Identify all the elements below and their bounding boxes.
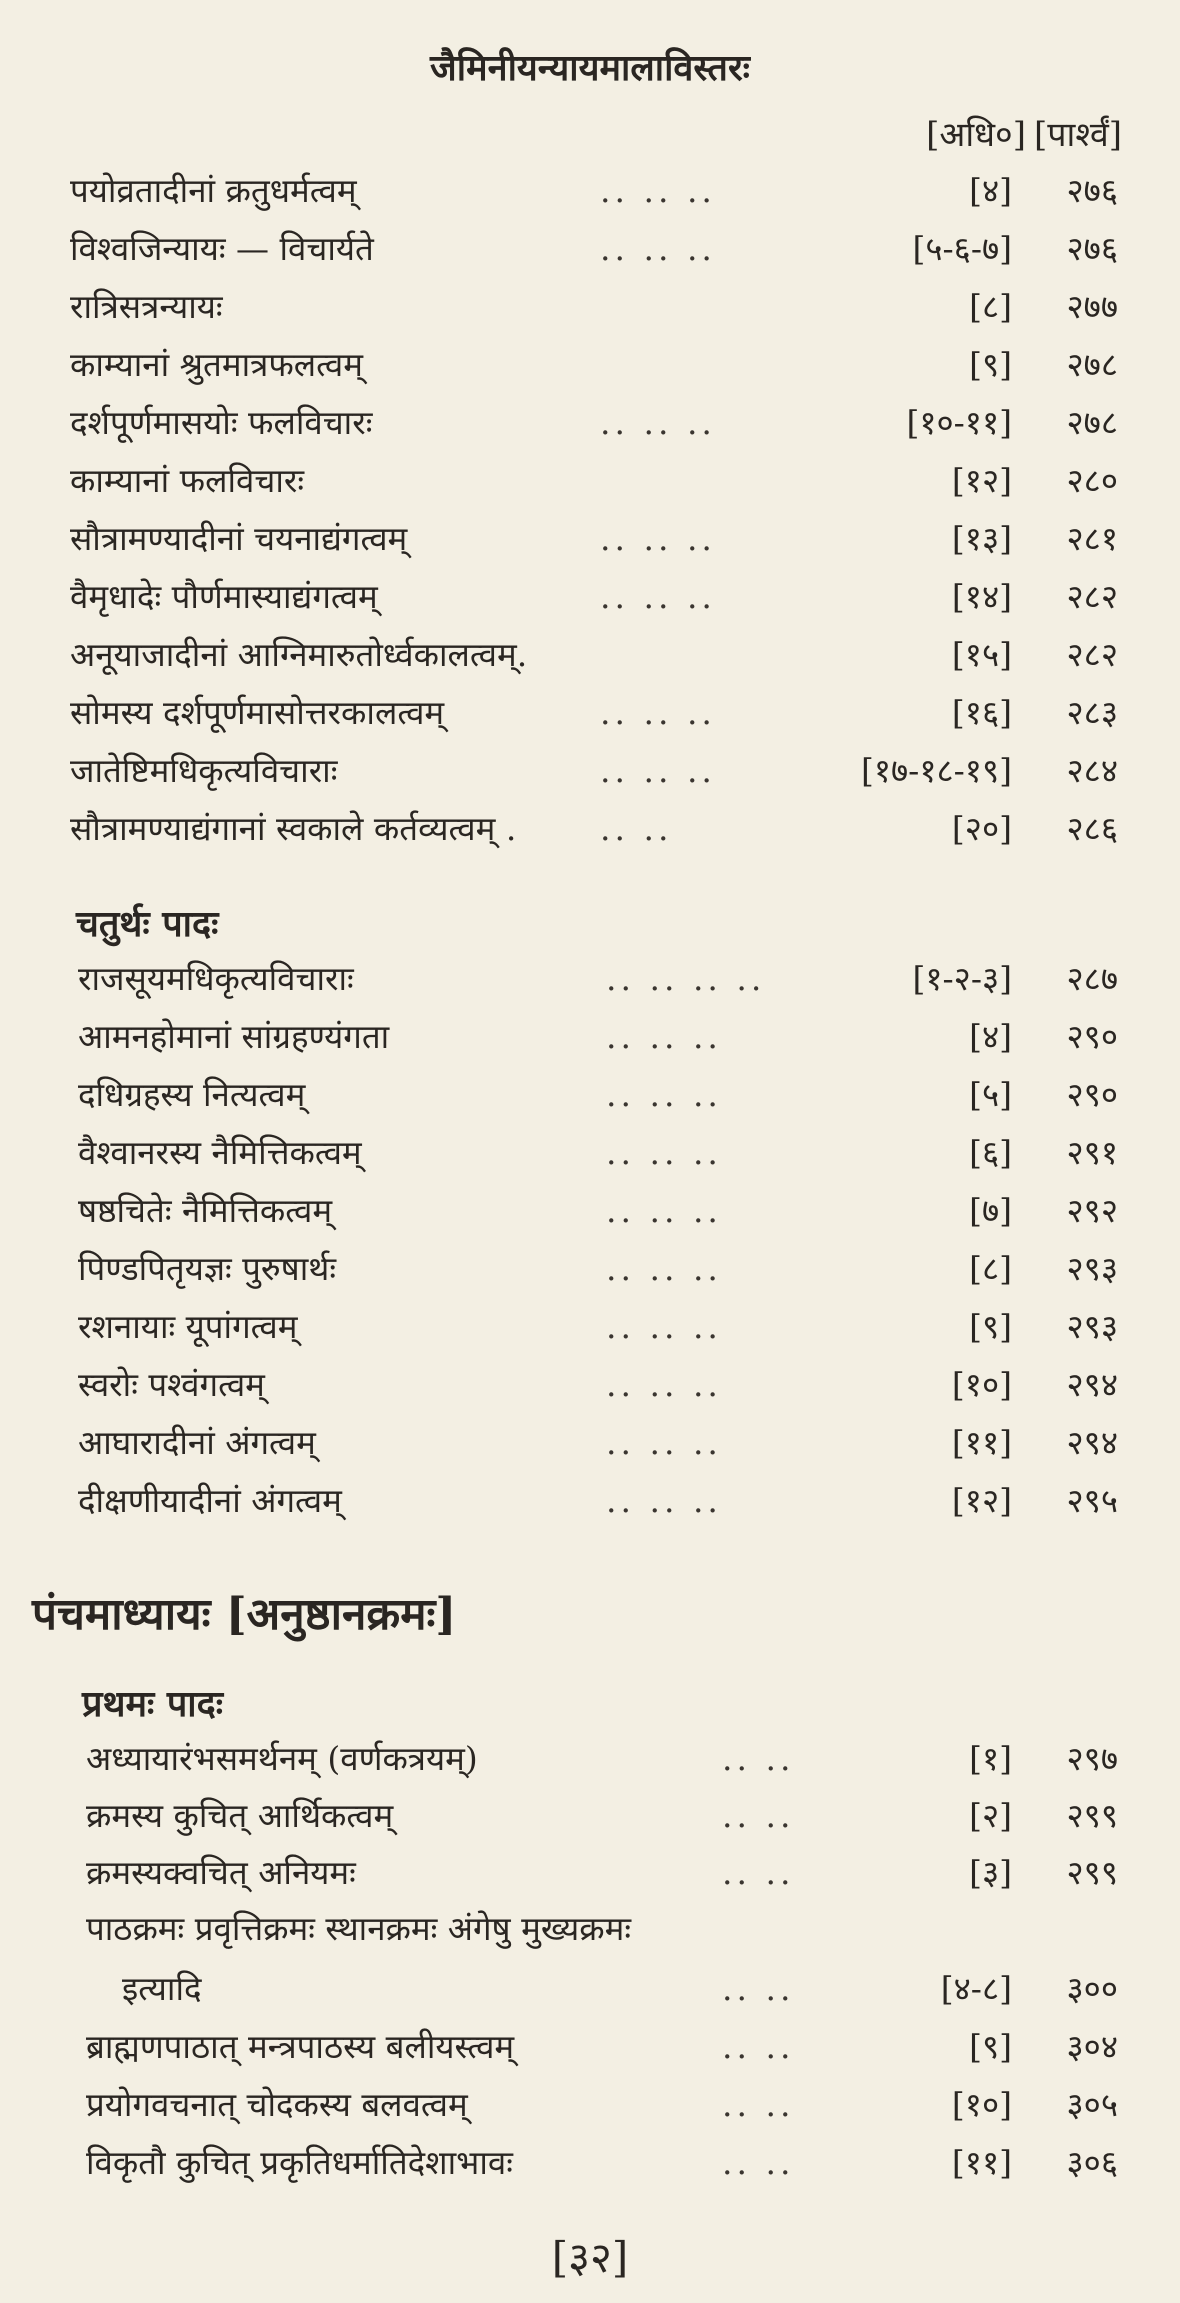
entry-title: विश्वजिन्यायः — विचार्यते: [70, 229, 374, 268]
toc-entry: [0, 1478, 1180, 1524]
entry-page: २९७: [1066, 1739, 1118, 1778]
column-headers: [926, 110, 1122, 156]
entry-adhikarana: [१]: [969, 1739, 1012, 1778]
entry-adhikarana: [१४]: [951, 577, 1012, 616]
leader-dots: .. .. .. ..: [606, 959, 766, 998]
entry-title: पिण्डपितृयज्ञः पुरुषार्थः: [78, 1249, 337, 1288]
entry-adhikarana: [११]: [951, 1423, 1012, 1462]
entry-page: २९०: [1066, 1017, 1118, 1056]
toc-entry: [0, 1304, 1180, 1350]
toc-entry: [0, 1072, 1180, 1118]
toc-entry: [0, 1736, 1180, 1782]
toc-entry: [0, 400, 1180, 446]
entry-title: काम्यानां श्रुतमात्रफलत्वम्: [70, 345, 363, 384]
leader-dots: .. .. ..: [600, 577, 716, 616]
entry-adhikarana: [१०-११]: [906, 403, 1012, 442]
leader-dots: .. ..: [600, 809, 673, 848]
entry-adhikarana: [९]: [969, 345, 1012, 384]
entry-page: २७८: [1066, 403, 1118, 442]
leader-dots: .. ..: [722, 1969, 795, 2008]
entry-page: २८१: [1066, 519, 1118, 558]
toc-entry: [0, 1188, 1180, 1234]
entry-title: स्वरोः पश्वंगत्वम्: [78, 1365, 265, 1404]
leader-dots: .. .. ..: [600, 171, 716, 210]
entry-title: राजसूयमधिकृत्यविचाराः: [78, 959, 354, 998]
page-number: [३२]: [551, 2233, 629, 2282]
entry-adhikarana: [८]: [969, 287, 1012, 326]
entry-title: दीक्षणीयादीनां अंगत्वम्: [78, 1481, 342, 1520]
entry-page: २८६: [1066, 809, 1118, 848]
entry-adhikarana: [७]: [969, 1191, 1012, 1230]
entry-adhikarana: [१५]: [951, 635, 1012, 674]
leader-dots: .. .. ..: [606, 1249, 722, 1288]
toc-entry: [0, 1014, 1180, 1060]
leader-dots: .. ..: [722, 1739, 795, 1778]
toc-entry: [0, 1362, 1180, 1408]
toc-entry: [0, 806, 1180, 852]
entry-adhikarana: [४-८]: [940, 1969, 1012, 2008]
toc-entry: [0, 690, 1180, 736]
entry-page: २७७: [1066, 287, 1118, 326]
leader-dots: .. .. ..: [600, 229, 716, 268]
entry-title: वैश्वानरस्य नैमित्तिकत्वम्: [78, 1133, 362, 1172]
toc-entry: [0, 1246, 1180, 1292]
entry-title-line1: पाठक्रमः प्रवृत्तिक्रमः स्थानक्रमः अंगेषु मुख्यक्रमः: [86, 1909, 632, 1948]
toc-entry: [0, 956, 1180, 1002]
entry-adhikarana: [५-६-७]: [912, 229, 1012, 268]
leader-dots: .. .. ..: [606, 1075, 722, 1114]
entry-title: जातेष्टिमधिकृत्यविचाराः: [70, 751, 338, 790]
leader-dots: .. .. ..: [606, 1481, 722, 1520]
entry-adhikarana: [४]: [969, 1017, 1012, 1056]
entry-adhikarana: [१७-१८-१९]: [860, 751, 1012, 790]
leader-dots: .. .. ..: [600, 403, 716, 442]
toc-entry-multiline: [0, 1906, 1180, 1952]
toc-entry: [0, 748, 1180, 794]
entry-adhikarana: [३]: [969, 1853, 1012, 1892]
entry-page: २८७: [1066, 959, 1118, 998]
entry-page: २९०: [1066, 1075, 1118, 1114]
entry-adhikarana: [१२]: [951, 461, 1012, 500]
toc-entry: [0, 458, 1180, 504]
entry-adhikarana: [१०]: [951, 2085, 1012, 2124]
toc-entry: [0, 284, 1180, 330]
entry-title: पयोव्रतादीनां क्रतुधर्मत्वम्: [70, 171, 357, 210]
entry-title: वैमृधादेः पौर्णमास्याद्यंगत्वम्: [70, 577, 378, 616]
entry-title: रात्रिसत्रन्यायः: [70, 287, 223, 326]
entry-title: सोमस्य दर्शपूर्णमासोत्तरकालत्वम्: [70, 693, 445, 732]
page-column-header: [पार्श्वं]: [1033, 115, 1122, 155]
entry-page: ३०५: [1066, 2085, 1118, 2124]
entry-adhikarana: [२०]: [951, 809, 1012, 848]
leader-dots: .. .. ..: [606, 1365, 722, 1404]
entry-page: ३०६: [1066, 2143, 1118, 2182]
leader-dots: .. ..: [722, 1853, 795, 1892]
toc-entry: [0, 574, 1180, 620]
toc-entry: [0, 1420, 1180, 1466]
entry-adhikarana: [५]: [969, 1075, 1012, 1114]
entry-page: २८०: [1066, 461, 1118, 500]
leader-dots: .. .. ..: [606, 1017, 722, 1056]
leader-dots: .. .. ..: [600, 751, 716, 790]
entry-title: दधिग्रहस्य नित्यत्वम्: [78, 1075, 306, 1114]
entry-page: २९४: [1066, 1423, 1118, 1462]
toc-entry: [0, 516, 1180, 562]
leader-dots: .. .. ..: [600, 693, 716, 732]
entry-page: २८४: [1066, 751, 1118, 790]
leader-dots: .. .. ..: [606, 1307, 722, 1346]
entry-title: अनूयाजादीनां आग्निमारुतोर्ध्वकालत्वम्.: [70, 635, 528, 674]
entry-page: २८२: [1066, 577, 1118, 616]
toc-entry: [0, 226, 1180, 272]
entry-page: २९९: [1066, 1796, 1118, 1835]
section-heading-prathama-pada: प्रथमः पादः: [82, 1683, 223, 1725]
entry-adhikarana: [२]: [969, 1796, 1012, 1835]
entry-title-line2: इत्यादि: [122, 1969, 202, 2008]
toc-entry: [0, 342, 1180, 388]
entry-title: सौत्रामण्यादीनां चयनाद्यंगत्वम्: [70, 519, 408, 558]
entry-title: विकृतौ कुचित् प्रकृतिधर्मातिदेशाभावः: [86, 2143, 513, 2182]
entry-adhikarana: [६]: [969, 1133, 1012, 1172]
chapter-heading: पंचमाध्यायः [अनुष्ठानक्रमः]: [32, 1589, 457, 1640]
toc-entry-multiline-cont: [0, 1966, 1180, 2012]
toc-entry: [0, 2082, 1180, 2128]
entry-title: रशनायाः यूपांगत्वम्: [78, 1307, 298, 1346]
toc-entry: [0, 1793, 1180, 1839]
entry-title: आमनहोमानां सांग्रहण्यंगता: [78, 1017, 390, 1056]
leader-dots: .. ..: [722, 2027, 795, 2066]
entry-page: २८२: [1066, 635, 1118, 674]
entry-page: २९१: [1066, 1133, 1118, 1172]
entry-title: षष्ठचितेः नैमित्तिकत्वम्: [78, 1191, 333, 1230]
entry-title: अध्यायारंभसमर्थनम् (वर्णकत्रयम्): [86, 1739, 478, 1778]
entry-page: २७६: [1066, 229, 1118, 268]
entry-adhikarana: [९]: [969, 2027, 1012, 2066]
entry-page: २९३: [1066, 1307, 1118, 1346]
entry-title: दर्शपूर्णमासयोः फलविचारः: [70, 403, 373, 442]
entry-page: २९५: [1066, 1481, 1118, 1520]
entry-adhikarana: [९]: [969, 1307, 1012, 1346]
entry-adhikarana: [११]: [951, 2143, 1012, 2182]
page-title: जैमिनीयन्यायमालाविस्तरः: [430, 47, 750, 89]
leader-dots: .. .. ..: [606, 1133, 722, 1172]
entry-title: ब्राह्मणपाठात् मन्त्रपाठस्य बलीयस्त्वम्: [86, 2027, 515, 2066]
entry-page: २९३: [1066, 1249, 1118, 1288]
toc-entry: [0, 2024, 1180, 2070]
entry-adhikarana: [८]: [969, 1249, 1012, 1288]
toc-entry: [0, 632, 1180, 678]
leader-dots: .. ..: [722, 2085, 795, 2124]
leader-dots: .. .. ..: [606, 1191, 722, 1230]
leader-dots: .. ..: [722, 2143, 795, 2182]
toc-entry: [0, 168, 1180, 214]
entry-title: सौत्रामण्याद्यंगानां स्वकाले कर्तव्यत्वम् .: [70, 809, 517, 848]
entry-page: २९४: [1066, 1365, 1118, 1404]
entry-adhikarana: [१२]: [951, 1481, 1012, 1520]
entry-page: २७८: [1066, 345, 1118, 384]
entry-title: क्रमस्य कुचित् आर्थिकत्वम्: [86, 1796, 394, 1835]
entry-page: २९२: [1066, 1191, 1118, 1230]
entry-page: ३००: [1066, 1969, 1118, 2008]
leader-dots: .. ..: [722, 1796, 795, 1835]
entry-page: २७६: [1066, 171, 1118, 210]
toc-entry: [0, 2140, 1180, 2186]
entry-adhikarana: [४]: [969, 171, 1012, 210]
entry-adhikarana: [१६]: [951, 693, 1012, 732]
entry-page: २८३: [1066, 693, 1118, 732]
entry-title: काम्यानां फलविचारः: [70, 461, 305, 500]
entry-title: आघारादीनां अंगत्वम्: [78, 1423, 316, 1462]
section-heading-chaturtha-pada: चतुर्थः पादः: [76, 903, 219, 945]
toc-entry: [0, 1130, 1180, 1176]
toc-entry: [0, 1850, 1180, 1896]
entry-title: क्रमस्यक्वचित् अनियमः: [86, 1853, 356, 1892]
leader-dots: .. .. ..: [606, 1423, 722, 1462]
entry-adhikarana: [१३]: [951, 519, 1012, 558]
entry-page: २९९: [1066, 1853, 1118, 1892]
entry-adhikarana: [१०]: [951, 1365, 1012, 1404]
entry-page: ३०४: [1066, 2027, 1118, 2066]
entry-title: प्रयोगवचनात् चोदकस्य बलवत्वम्: [86, 2085, 468, 2124]
adhikarana-column-header: [अधि०]: [926, 115, 1026, 155]
leader-dots: .. .. ..: [600, 519, 716, 558]
entry-adhikarana: [१-२-३]: [912, 959, 1012, 998]
